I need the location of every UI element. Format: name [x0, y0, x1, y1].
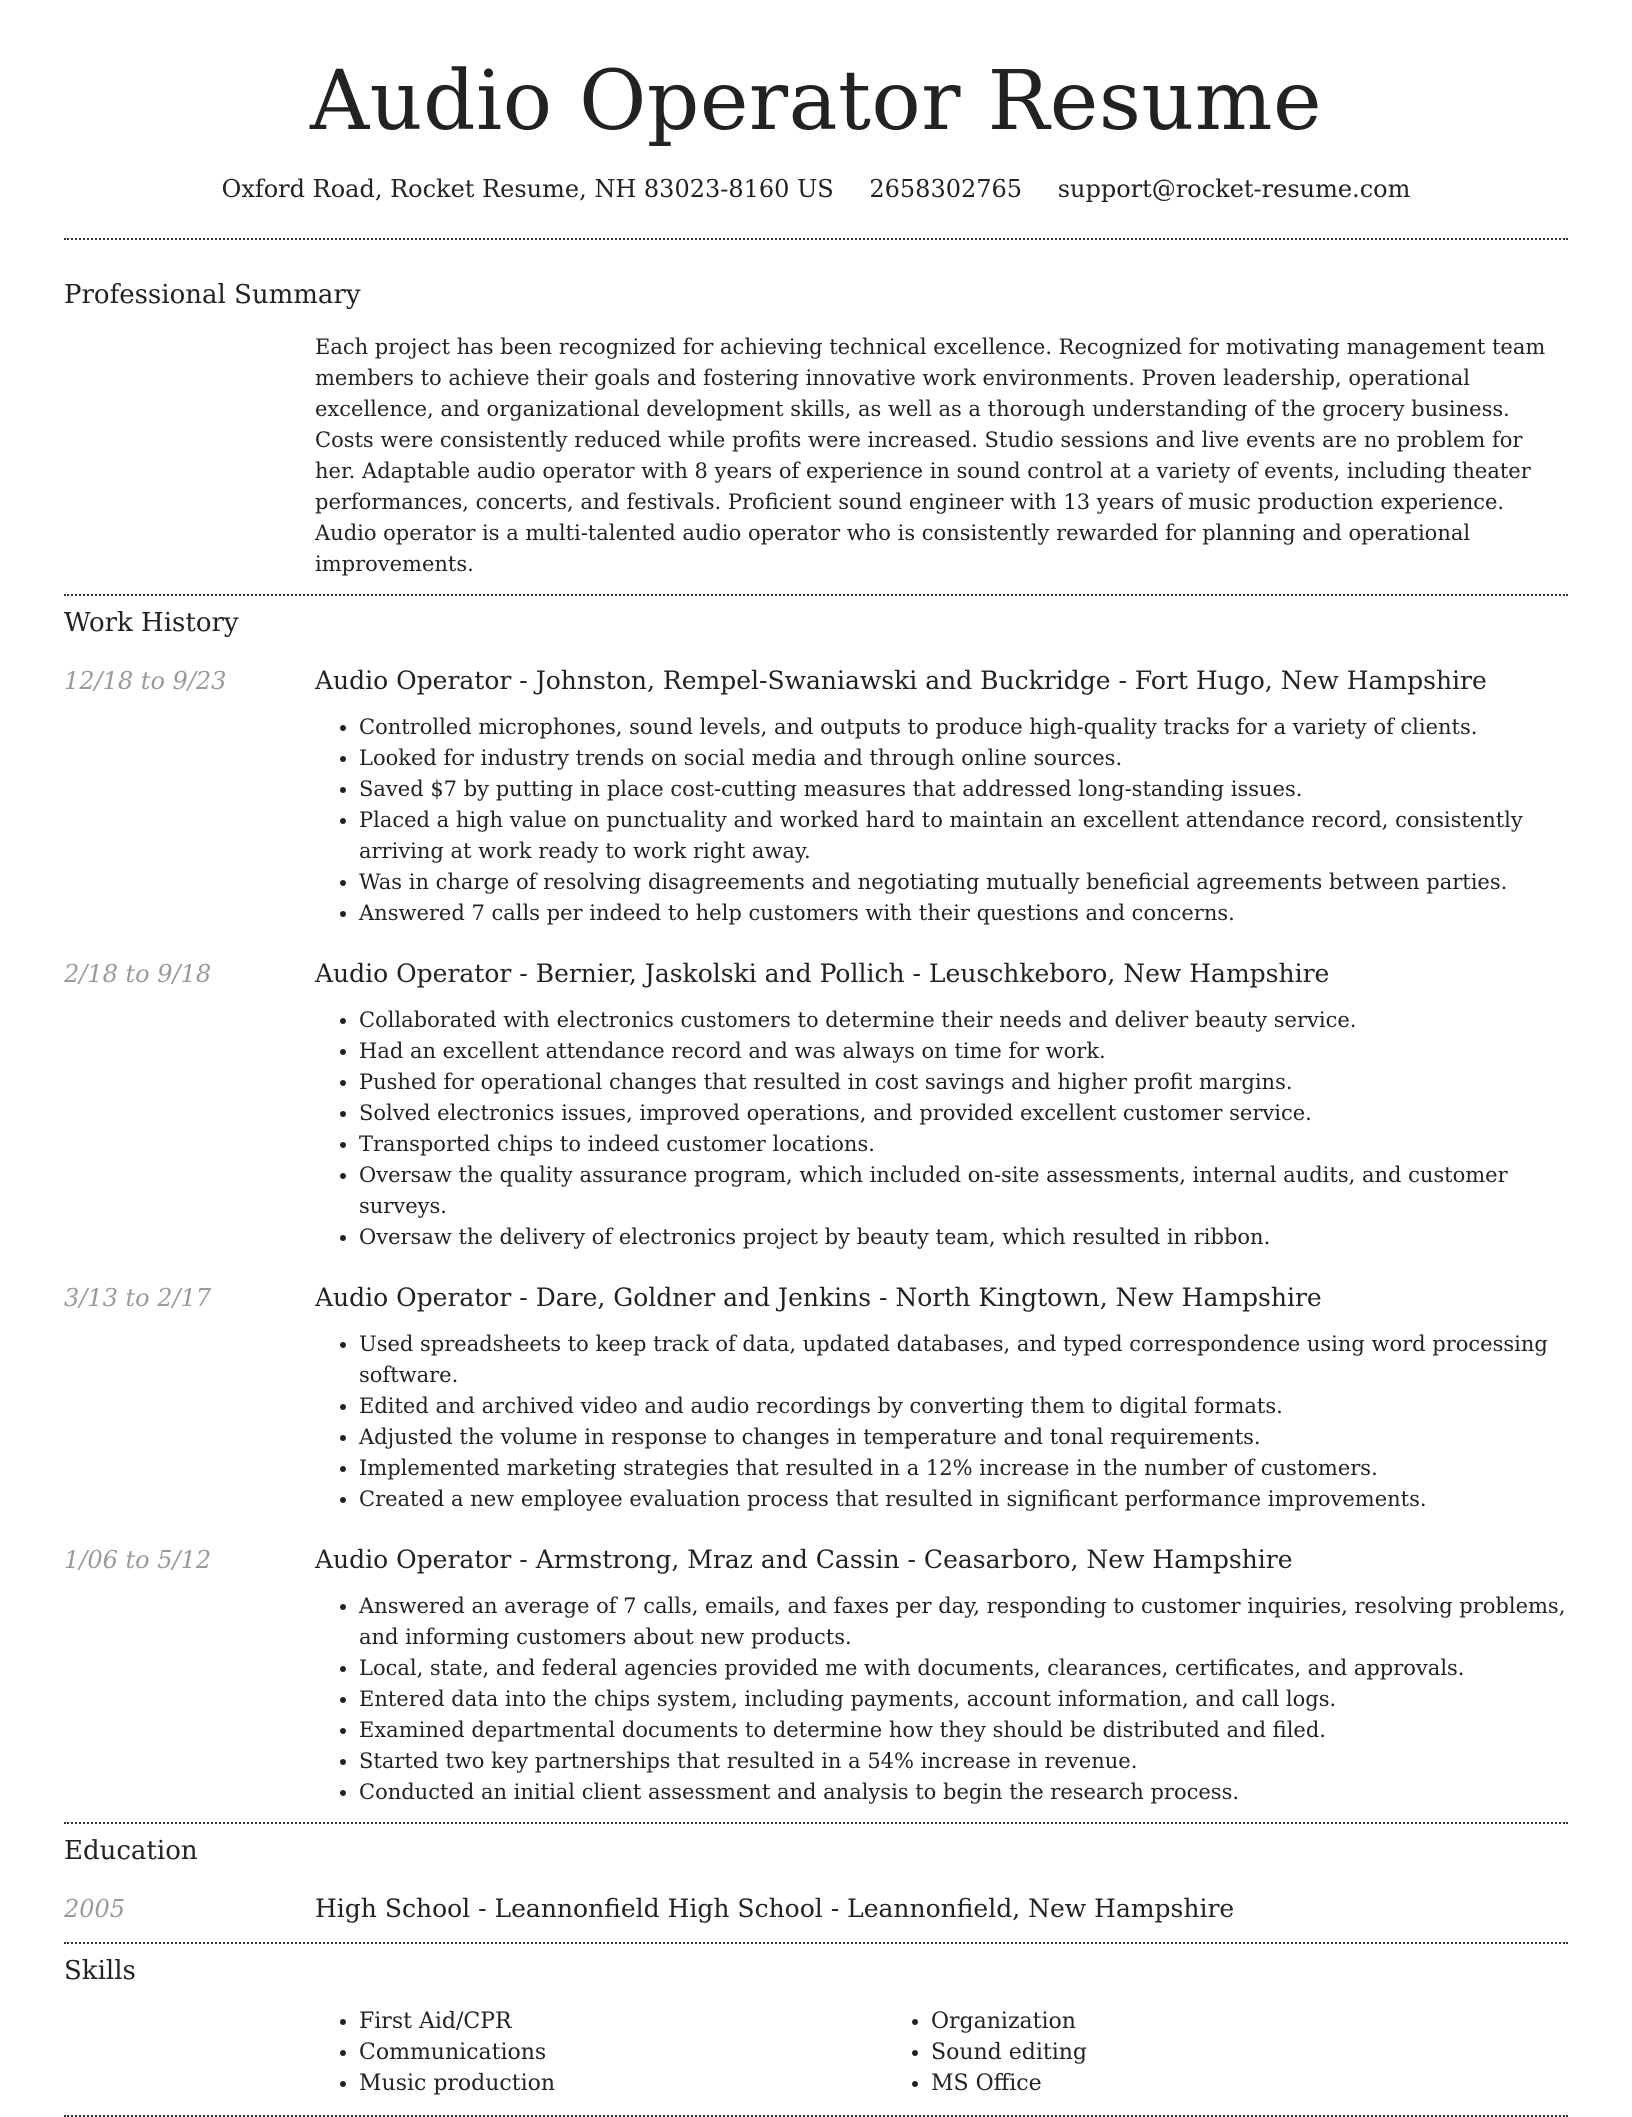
job-bullet: • Used spreadsheets to keep track of data, updated databases, and typed correspondence using word processing software.: [359, 1329, 1568, 1391]
skill-item: • Sound editing: [931, 2037, 1087, 2068]
skills-section: [64, 1944, 1568, 2099]
education-section: [64, 1824, 1568, 1926]
job-bullet: • Was in charge of resolving disagreements and negotiating mutually beneficial agreements between parties.: [359, 867, 1568, 898]
skills-heading: Skills: [64, 1956, 136, 1986]
job-bullet: • Oversaw the delivery of electronics project by beauty team, which resulted in ribbon.: [359, 1222, 1568, 1253]
summary-section: [64, 240, 1568, 580]
job-entry: [64, 957, 1568, 1253]
job-bullet: • Entered data into the chips system, including payments, account information, and call logs.: [359, 1684, 1568, 1715]
job-bullet: • Started two key partnerships that resulted in a 54% increase in revenue.: [359, 1746, 1568, 1777]
skill-item: • MS Office: [931, 2068, 1087, 2099]
summary-text: Each project has been recognized for achieving technical excellence. Recognized for motivating management team members to achieve their goals and fostering innovative work environments. Proven leadership, operational excellence, and organizational development skills, as well as a thorough understanding of the grocery business. Costs were consistently reduced while profits were increased. Studio sessions and live events are no problem for her. Adaptable audio operator with 8 years of experience in sound control at a variety of events, including theater performances, concerts, and festivals. Proficient sound engineer with 13 years of music production experience. Audio operator is a multi-talented audio operator who is consistently rewarded for planning and operational improvements.: [315, 335, 1546, 576]
job-bullets: [315, 1329, 1568, 1515]
job-bullet: • Saved $7 by putting in place cost-cutting measures that addressed long-standing issues.: [359, 774, 1568, 805]
job-dates: 12/18 to 9/23: [64, 667, 227, 695]
job-bullet: • Edited and archived video and audio recordings by converting them to digital formats.: [359, 1391, 1568, 1422]
skill-item: • Organization: [931, 2006, 1087, 2037]
job-bullet: • Implemented marketing strategies that resulted in a 12% increase in the number of customers.: [359, 1453, 1568, 1484]
job-title: Audio Operator - Johnston, Rempel-Swaniawski and Buckridge - Fort Hugo, New Hampshire: [315, 666, 1487, 695]
job-dates: 3/13 to 2/17: [64, 1284, 212, 1312]
job-bullet: • Created a new employee evaluation process that resulted in significant performance improvements.: [359, 1484, 1568, 1515]
job-bullet: • Had an excellent attendance record and was always on time for work.: [359, 1036, 1568, 1067]
contact-line: [64, 172, 1568, 206]
job-bullet: • Pushed for operational changes that resulted in cost savings and higher profit margins.: [359, 1067, 1568, 1098]
skill-item: • Communications: [359, 2037, 887, 2068]
job-bullet: • Examined departmental documents to determine how they should be distributed and filed.: [359, 1715, 1568, 1746]
job-bullet: • Answered an average of 7 calls, emails, and faxes per day, responding to customer inquiries, resolving problems, and informing customers about new products.: [359, 1591, 1568, 1653]
job-bullet: • Looked for industry trends on social media and through online sources.: [359, 743, 1568, 774]
job-bullet: • Placed a high value on punctuality and worked hard to maintain an excellent attendance record, consistently arriving at work ready to work right away.: [359, 805, 1568, 867]
job-dates: 1/06 to 5/12: [64, 1546, 212, 1574]
skills-list: [315, 2006, 1568, 2099]
job-bullet: • Controlled microphones, sound levels, and outputs to produce high-quality tracks for a variety of clients.: [359, 712, 1568, 743]
resume-title: Audio Operator Resume: [309, 54, 1323, 149]
job-bullet: • Conducted an initial client assessment and analysis to begin the research process.: [359, 1777, 1568, 1808]
job-entry: [64, 1543, 1568, 1808]
education-entry: High School - Leannonfield High School - Leannonfield, New Hampshire: [315, 1894, 1235, 1923]
skills-column: [315, 2006, 887, 2099]
job-bullets: [315, 712, 1568, 929]
job-title: Audio Operator - Bernier, Jaskolski and Pollich - Leuschkeboro, New Hampshire: [315, 959, 1330, 988]
job-bullets: [315, 1591, 1568, 1808]
job-entry: [64, 1281, 1568, 1515]
contact-phone: 2658302765: [869, 175, 1023, 203]
job-bullet: • Answered 7 calls per indeed to help customers with their questions and concerns.: [359, 898, 1568, 929]
job-title: Audio Operator - Armstrong, Mraz and Cassin - Ceasarboro, New Hampshire: [315, 1545, 1293, 1574]
job-entry: [64, 664, 1568, 929]
job-bullet: • Oversaw the quality assurance program, which included on-site assessments, internal audits, and customer surveys.: [359, 1160, 1568, 1222]
job-bullet: • Collaborated with electronics customers to determine their needs and deliver beauty service.: [359, 1005, 1568, 1036]
skills-column: [887, 2006, 1087, 2099]
work-history-heading: Work History: [64, 608, 239, 638]
job-bullet: • Transported chips to indeed customer locations.: [359, 1129, 1568, 1160]
education-year: 2005: [64, 1895, 126, 1923]
job-bullet: • Local, state, and federal agencies provided me with documents, clearances, certificates, and approvals.: [359, 1653, 1568, 1684]
skill-item: • First Aid/CPR: [359, 2006, 887, 2037]
job-bullets: [315, 1005, 1568, 1253]
job-bullet: • Adjusted the volume in response to changes in temperature and tonal requirements.: [359, 1422, 1568, 1453]
work-history-section: [64, 596, 1568, 1808]
job-bullet: • Solved electronics issues, improved operations, and provided excellent customer service.: [359, 1098, 1568, 1129]
contact-address: Oxford Road, Rocket Resume, NH 83023-8160 US: [221, 175, 834, 203]
education-heading: Education: [64, 1836, 198, 1866]
skill-item: • Music production: [359, 2068, 887, 2099]
job-dates: 2/18 to 9/18: [64, 960, 212, 988]
job-title: Audio Operator - Dare, Goldner and Jenkins - North Kingtown, New Hampshire: [315, 1283, 1322, 1312]
summary-heading: Professional Summary: [64, 280, 361, 310]
contact-email: support@rocket-resume.com: [1057, 175, 1411, 203]
